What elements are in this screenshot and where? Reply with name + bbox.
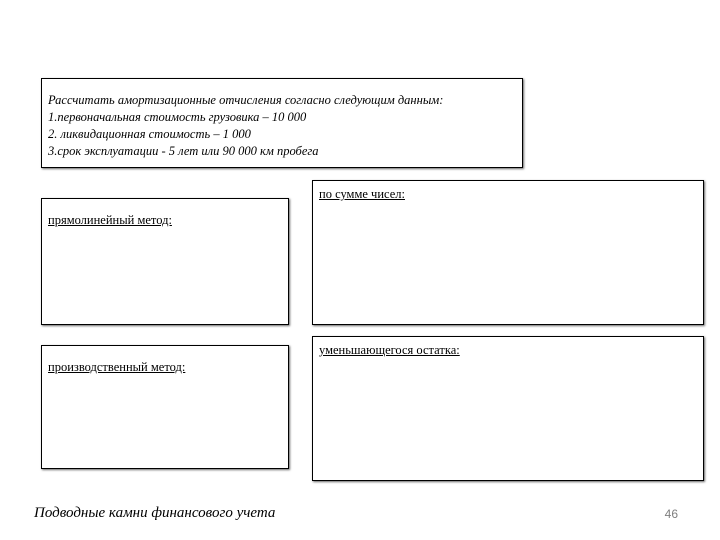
task-salvage-value: 2. ликвидационная стоимость – 1 000 bbox=[48, 127, 251, 141]
task-useful-life: 3.срок эксплуатации - 5 лет или 90 000 км пробега bbox=[48, 144, 319, 158]
footer-title: Подводные камни финансового учета bbox=[34, 505, 276, 521]
page-number: 46 bbox=[664, 507, 678, 521]
task-initial-cost: 1.первоначальная стоимость грузовика – 10 000 bbox=[48, 110, 307, 124]
task-box bbox=[41, 78, 523, 168]
declining-balance-label: уменьшающегося остатка: bbox=[319, 343, 460, 357]
production-method-box bbox=[41, 345, 289, 469]
straight-line-box bbox=[41, 198, 289, 325]
sum-of-numbers-box bbox=[312, 180, 704, 325]
task-heading: Рассчитать амортизационные отчисления согласно следующим данным: bbox=[48, 93, 444, 107]
sum-of-numbers-label: по сумме чисел: bbox=[319, 187, 405, 201]
declining-balance-box bbox=[312, 336, 704, 481]
straight-line-label: прямолинейный метод: bbox=[48, 213, 172, 227]
production-method-label: производственный метод: bbox=[48, 360, 186, 374]
